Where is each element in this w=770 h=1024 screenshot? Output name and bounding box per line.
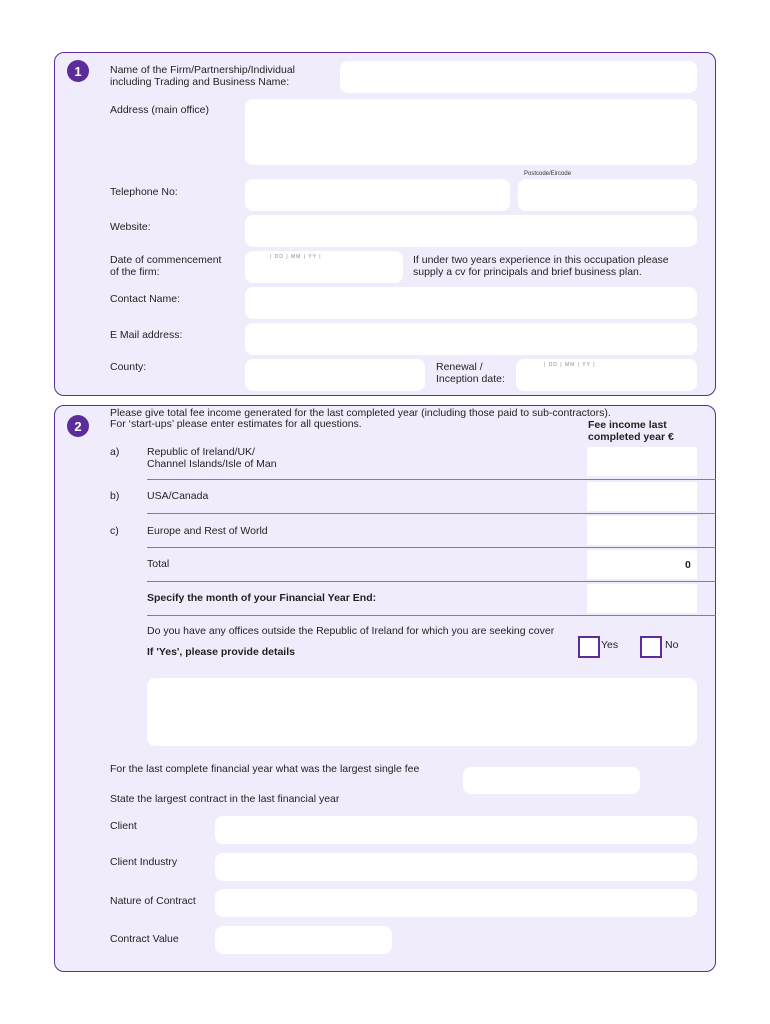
fy-end-field[interactable] (587, 584, 697, 613)
no-label: No (665, 639, 679, 651)
total-label: Total (147, 558, 170, 570)
address-field[interactable] (245, 99, 697, 165)
firm-name-field[interactable] (340, 61, 697, 93)
firm-name-label-line2: including Trading and Business Name: (110, 76, 290, 88)
commencement-date-field[interactable] (245, 251, 403, 283)
row-divider (147, 581, 716, 582)
largest-fee-field[interactable] (463, 767, 640, 794)
fee-field-ireland[interactable] (587, 447, 697, 476)
offices-question: Do you have any offices outside the Republic of Ireland for which you are seeking cover (147, 625, 555, 637)
total-value: 0 (685, 559, 691, 571)
contact-name-field[interactable] (245, 287, 697, 319)
row-divider (147, 615, 716, 616)
client-industry-label: Client Industry (110, 856, 178, 868)
no-checkbox[interactable] (640, 636, 662, 658)
renewal-label (436, 361, 505, 385)
region-label-ireland (147, 446, 277, 470)
yes-label: Yes (601, 639, 619, 651)
address-label: Address (main office) (110, 104, 210, 116)
region-label-line1: Republic of Ireland/UK/ (147, 446, 255, 458)
row-divider (147, 513, 716, 514)
renewal-date-ticks: | DD | MM | YY | (544, 362, 596, 368)
experience-note-line2: supply a cv for principals and brief business plan. (413, 266, 642, 278)
yes-checkbox[interactable] (578, 636, 600, 658)
fy-end-label: Specify the month of your Financial Year End: (147, 592, 377, 604)
nature-of-contract-label: Nature of Contract (110, 895, 196, 907)
client-field[interactable] (215, 816, 697, 844)
region-label-line2: Channel Islands/Isle of Man (147, 458, 277, 470)
email-field[interactable] (245, 323, 697, 355)
telephone-field[interactable] (245, 179, 510, 211)
contact-name-label: Contact Name: (110, 293, 181, 305)
contract-value-field[interactable] (215, 926, 392, 954)
commencement-label-line1: Date of commencement (110, 254, 222, 266)
renewal-label-line2: Inception date: (436, 373, 505, 385)
offices-details-field[interactable] (147, 678, 697, 746)
postcode-field[interactable] (518, 179, 697, 211)
offices-details-prompt: If 'Yes', please provide details (147, 646, 295, 658)
fee-field-europe[interactable] (587, 516, 697, 545)
fee-column-header-line2: completed year € (588, 431, 674, 443)
commencement-label (110, 254, 221, 278)
region-label-europe: Europe and Rest of World (147, 525, 268, 537)
fee-column-header (588, 419, 674, 443)
client-label: Client (110, 820, 137, 832)
largest-fee-label: For the last complete financial year what was the largest single fee (110, 763, 420, 775)
experience-note-line1: If under two years experience in this occupation please (413, 254, 669, 266)
nature-of-contract-field[interactable] (215, 889, 697, 917)
email-label: E Mail address: (110, 329, 183, 341)
contract-value-label: Contract Value (110, 933, 179, 945)
county-field[interactable] (245, 359, 425, 391)
row-divider (147, 547, 716, 548)
commencement-date-ticks: | DD | MM | YY | (270, 254, 322, 260)
firm-name-label (110, 64, 295, 88)
row-letter: b) (110, 490, 120, 502)
largest-contract-label: State the largest contract in the last financial year (110, 793, 340, 805)
row-letter: a) (110, 446, 120, 458)
section-number-badge: 2 (67, 415, 89, 437)
firm-name-label-line1: Name of the Firm/Partnership/Individual (110, 64, 295, 76)
experience-note (413, 254, 669, 278)
region-label-usa-canada: USA/Canada (147, 490, 209, 502)
website-field[interactable] (245, 215, 697, 247)
postcode-label: Postcode/Eircode (524, 171, 572, 177)
total-field[interactable] (587, 550, 697, 579)
fee-column-header-line1: Fee income last (588, 419, 667, 431)
section-number-badge: 1 (67, 60, 89, 82)
telephone-label: Telephone No: (110, 186, 178, 198)
commencement-label-line2: of the firm: (110, 266, 160, 278)
client-industry-field[interactable] (215, 853, 697, 881)
fee-intro-line2: For ‘start-ups’ please enter estimates for all questions. (110, 418, 362, 430)
county-label: County: (110, 361, 147, 373)
renewal-label-line1: Renewal / (436, 361, 483, 373)
row-divider (147, 479, 716, 480)
row-letter: c) (110, 525, 119, 537)
website-label: Website: (110, 221, 151, 233)
fee-field-usa-canada[interactable] (587, 482, 697, 511)
fee-intro-line1: Please give total fee income generated for the last completed year (including those paid to sub-contractors). (110, 407, 611, 419)
